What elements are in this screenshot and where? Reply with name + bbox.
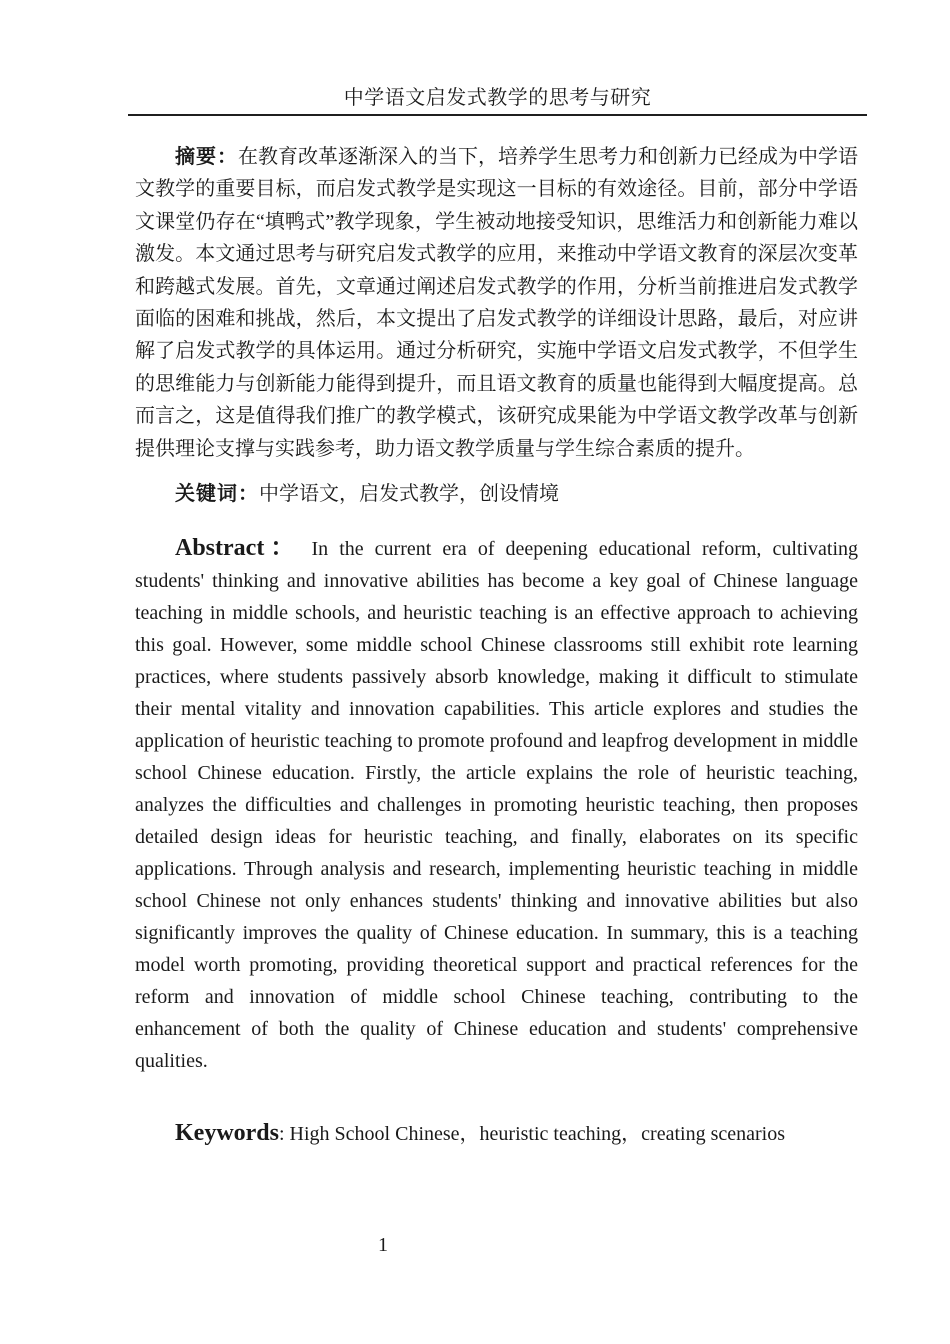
keywords-en-label: Keywords: [175, 1120, 279, 1147]
abstract-cn-text: 在教育改革逐渐深入的当下，培养学生思考力和创新力已经成为中学语文教学的重要目标，而启发式教学是实现这一目标的有效途径。目前，部分中学语文课堂仍存在“填鸭式”教学现象，学生被动地接受知识，思维活力和创新能力难以激发。本文通过思考与研究启发式教学的应用，来推动中学语文教育的深层次变革和跨越式发展。首先，文章通过阐述启发式教学的作用，分析当前推进启发式教学面临的困难和挑战，然后，本文提出了启发式教学的详细设计思路，最后，对应讲解了启发式教学的具体运用。通过分析研究，实施中学语文启发式教学，不但学生的思维能力与创新能力能得到提升，而且语文教育的质量也能得到大幅度提高。总而言之，这是值得我们推广的教学模式，该研究成果能为中学语文教学改革与创新提供理论支撑与实践参考，助力语文教学质量与学生综合素质的提升。: [135, 146, 858, 460]
keywords-en-paragraph: [135, 1117, 858, 1150]
keywords-cn-text: 中学语文，启发式教学，创设情境: [259, 483, 559, 506]
page-header-title: 中学语文启发式教学的思考与研究: [343, 87, 652, 109]
header-divider-rule: [128, 114, 867, 116]
keywords-cn-label: 关键词：: [175, 483, 259, 506]
footer-page-number: 1: [378, 1234, 388, 1256]
keywords-en-text: : High School Chinese，heuristic teaching，creating scenarios: [279, 1123, 785, 1146]
page-body: [135, 141, 858, 1150]
abstract-en-text: In the current era of deepening educational reform, cultivating students' thinking and innovative abilities has become a key goal of Chinese language teaching in middle schools, and heuristic teaching is an effective approach to achieving this goal. However, some middle school Chinese classrooms still exhibit rote learning practices, where students passively absorb knowledge, making it difficult to stimulate their mental vitality and innovation capabilities. This article explores and studies the application of heuristic teaching to promote profound and leapfrog development in middle school Chinese education. Firstly, the article explains the role of heuristic teaching, analyzes the difficulties and challenges in promoting heuristic teaching, then proposes detailed design ideas for heuristic teaching, and finally, elaborates on its specific applications. Through analysis and research, implementing heuristic teaching in middle school Chinese not only enhances students' thinking and innovative abilities but also significantly improves the quality of Chinese education. In summary, this is a teaching model worth promoting, providing theoretical support and practical references for the reform and innovation of middle school Chinese teaching, contributing to the enhancement of both the quality of Chinese education and students' comprehensive qualities.: [135, 538, 859, 1073]
abstract-cn-paragraph: [135, 141, 858, 465]
abstract-en-paragraph: [135, 532, 858, 1077]
keywords-cn-paragraph: [135, 478, 858, 510]
abstract-cn-label: 摘要：: [175, 146, 238, 168]
abstract-en-label: Abstract：: [175, 535, 301, 562]
